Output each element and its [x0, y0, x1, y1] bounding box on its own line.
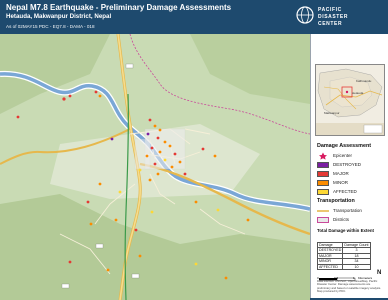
- damage-point-minor[interactable]: [164, 141, 167, 144]
- damage-point-minor[interactable]: [171, 166, 174, 169]
- damage-point-major[interactable]: [154, 163, 157, 166]
- damage-point-minor[interactable]: [99, 95, 102, 98]
- data-source-note: Data sources: UNOSAT, OpenStreetMap, Pacific Disaster Center. Damage assessments are preliminary and based on satellite imagery analysis. Map produced by PDC.: [317, 279, 382, 293]
- swatch-minor: [317, 180, 329, 186]
- locator-inset-map: [315, 64, 385, 136]
- map-subtitle: Hetauda, Makwanpur District, Nepal: [6, 13, 112, 20]
- damage-point-major[interactable]: [87, 201, 90, 204]
- damage-point-minor[interactable]: [107, 269, 110, 272]
- damage-point-affected[interactable]: [139, 169, 142, 172]
- damage-point-major[interactable]: [184, 173, 187, 176]
- swatch-affected: [317, 189, 329, 195]
- damage-point-major[interactable]: [202, 148, 205, 151]
- transportation-title: Transportation: [317, 198, 355, 204]
- map-info-line: As of 02MAY15 PDC - EQ7.8 - DAMA - 018: [6, 24, 95, 29]
- damage-point-major[interactable]: [151, 147, 154, 150]
- damage-point-minor[interactable]: [157, 173, 160, 176]
- damage-point-major[interactable]: [135, 229, 138, 232]
- legend-title: Damage Assessment: [317, 143, 372, 149]
- table-header: Damage: [318, 243, 343, 248]
- table-cell: MINOR: [318, 259, 343, 264]
- table-header: Damage Count: [344, 243, 369, 247]
- damage-point-minor[interactable]: [159, 129, 162, 132]
- damage-point-affected[interactable]: [164, 159, 167, 162]
- damage-point-minor[interactable]: [99, 183, 102, 186]
- damage-point-major[interactable]: [157, 137, 160, 140]
- legend-label: Transportation: [333, 208, 362, 213]
- swatch-major: [317, 171, 329, 177]
- epicenter-star-icon: [317, 152, 329, 160]
- table-cell: 34: [343, 259, 370, 264]
- legend-item-destroyed: [317, 161, 387, 169]
- damage-point-minor[interactable]: [149, 179, 152, 182]
- logo-line-1: PACIFIC: [318, 7, 342, 13]
- logo-line-3: CENTER: [318, 21, 343, 27]
- legend-label: MAJOR: [333, 171, 349, 176]
- locator-map-canvas: [316, 65, 385, 136]
- legend-label: Epicenter: [333, 153, 353, 158]
- damage-point-major[interactable]: [149, 119, 152, 122]
- north-label: N: [377, 270, 382, 276]
- damage-table-title: Total Damage within Extent: [317, 228, 375, 233]
- damage-point-destroyed[interactable]: [147, 133, 150, 136]
- table-cell: AFFECTED: [318, 264, 343, 269]
- damage-point-destroyed[interactable]: [111, 138, 114, 141]
- inset-label: Kathmandu: [356, 79, 372, 83]
- damage-point-minor[interactable]: [179, 161, 182, 164]
- damage-point-affected[interactable]: [151, 211, 154, 214]
- table-cell: MAJOR: [318, 253, 343, 258]
- map-header: [0, 0, 388, 34]
- damage-point-affected[interactable]: [195, 263, 198, 266]
- table-cell: DESTROYED: [319, 248, 342, 253]
- damage-point-minor[interactable]: [115, 219, 118, 222]
- scale-tick: 0.5: [334, 276, 339, 280]
- legend-item-districts: [317, 216, 387, 224]
- damage-point-minor[interactable]: [225, 277, 228, 280]
- damage-point-minor[interactable]: [195, 201, 198, 204]
- inset-label: Hetauda: [352, 91, 364, 95]
- epicenter-marker: [346, 91, 348, 93]
- road-line-icon: [317, 207, 329, 215]
- logo-line-2: DISASTER: [318, 14, 349, 20]
- legend-panel: [310, 34, 388, 300]
- damage-point-minor[interactable]: [247, 219, 250, 222]
- north-arrow-icon: [377, 270, 381, 276]
- table-header-row: [318, 243, 371, 248]
- legend-label: MINOR: [333, 180, 348, 185]
- damage-point-minor[interactable]: [169, 145, 172, 148]
- damage-point-minor[interactable]: [154, 125, 157, 128]
- damage-count-table: [317, 242, 371, 270]
- damage-point-major[interactable]: [62, 97, 65, 100]
- legend-label: AFFECTED: [333, 189, 357, 194]
- damage-point-major[interactable]: [69, 95, 72, 98]
- map-canvas: [0, 34, 310, 300]
- globe-icon: [296, 6, 314, 24]
- damage-point-minor[interactable]: [214, 155, 217, 158]
- damage-point-affected[interactable]: [217, 209, 220, 212]
- damage-point-minor[interactable]: [90, 223, 93, 226]
- inset-label: Makwanpur: [324, 111, 340, 115]
- map-title: Nepal M7.8 Earthquake - Preliminary Damage Assessments: [6, 3, 232, 12]
- legend-label: Districts: [333, 217, 349, 222]
- pdc-logo: [296, 4, 380, 30]
- damage-point-minor[interactable]: [139, 255, 142, 258]
- table-row: [318, 264, 371, 269]
- damage-point-major[interactable]: [95, 91, 98, 94]
- swatch-destroyed: [317, 162, 329, 168]
- legend-item-affected: [317, 188, 387, 196]
- swatch-districts: [317, 217, 329, 223]
- table-cell: 18: [343, 253, 370, 258]
- damage-point-minor[interactable]: [159, 151, 162, 154]
- legend-item-epicenter: [317, 152, 387, 160]
- damage-point-affected[interactable]: [119, 191, 122, 194]
- legend-item-major: [317, 170, 387, 178]
- table-cell: 10: [343, 264, 370, 269]
- damage-point-major[interactable]: [174, 153, 177, 156]
- legend-label: DESTROYED: [333, 162, 362, 167]
- damage-point-minor[interactable]: [146, 155, 149, 158]
- legend-item-transportation: [317, 207, 387, 215]
- scale-tick: 1: [353, 276, 355, 280]
- scale-tick: 0: [317, 276, 319, 280]
- legend-item-minor: [317, 179, 387, 187]
- scale-unit: Kilometers: [358, 276, 373, 280]
- table-cell: 3: [343, 248, 370, 253]
- damage-point-major[interactable]: [69, 261, 72, 264]
- damage-map[interactable]: [0, 34, 310, 300]
- damage-point-major[interactable]: [17, 116, 20, 119]
